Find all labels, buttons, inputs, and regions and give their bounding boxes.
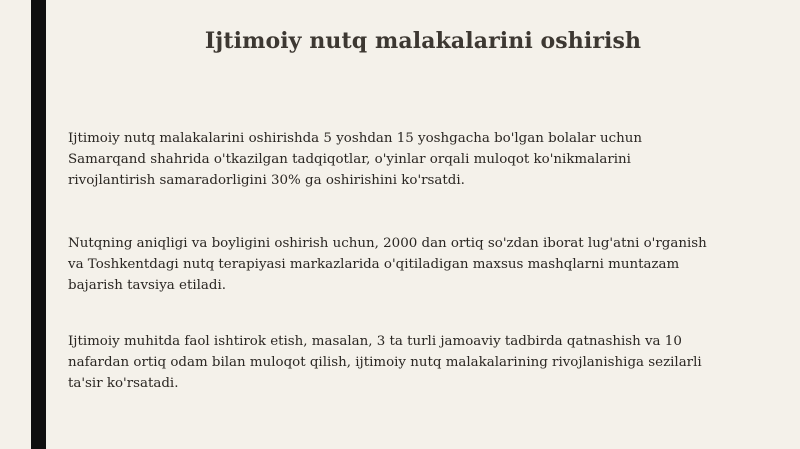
slide-title: Ijtimoiy nutq malakalarini oshirish	[204, 28, 642, 54]
paragraph-1: Ijtimoiy nutq malakalarini oshirishda 5 yoshdan 15 yoshgacha bo'lgan bolalar uchun Samarqand shahrida o'tkazilgan tadqiqotlar, o'yinlar orqali muloqot ko'nikmalarini rivojlantirish samaradorligini 30% ga oshirishini ko'rsatdi.	[68, 131, 642, 188]
paragraph-3: Ijtimoiy muhitda faol ishtirok etish, masalan, 3 ta turli jamoaviy tadbirda qatnashish va 10 nafardan ortiq odam bilan muloqot qilish, ijtimoiy nutq malakalarining rivojlanishiga sezilarli ta'sir ko'rsatadi.	[68, 334, 702, 391]
left-accent-bar	[31, 0, 46, 449]
paragraph-2: Nutqning aniqligi va boyligini oshirish uchun, 2000 dan ortiq so'zdan iborat lug'atni o'rganish va Toshkentdagi nutq terapiyasi markazlarida o'qitiladigan maxsus mashqlarni muntazam bajarish tavsiya etiladi.	[68, 236, 707, 293]
